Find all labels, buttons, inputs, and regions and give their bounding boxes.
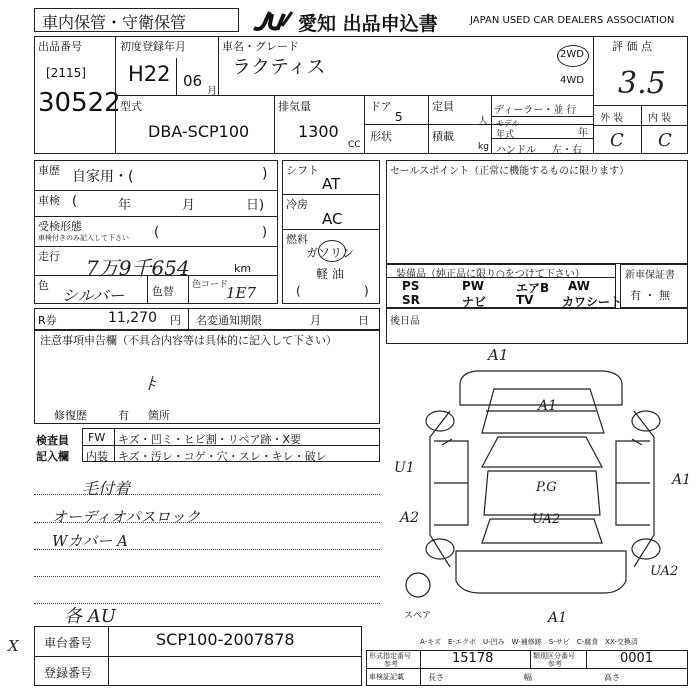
receipt-close: ) [262, 225, 268, 240]
score-ext-label: 外 装 [600, 113, 624, 124]
name-change-label: 名変通知期限 [196, 314, 262, 327]
new-warranty-value: 有 ・ 無 [630, 289, 670, 302]
dims-height: 高さ [604, 673, 620, 682]
dims-label: 車検証記載 [369, 673, 404, 681]
recycle-label: R券 [38, 314, 57, 327]
fuel-other-open: ( [296, 284, 301, 298]
car-name-label: 車名・グレード [222, 40, 299, 53]
color-change-label: 色替 [152, 285, 174, 298]
load-unit: kg [478, 142, 489, 152]
handle-value: 左・右 [552, 145, 582, 156]
inspector-fw-label: FW [88, 431, 106, 444]
shape-label: 形状 [370, 130, 392, 143]
year-unit: 年 [578, 128, 588, 139]
type-spec-label: 形式指定番号 [369, 652, 411, 660]
mark-right-front: A1 [672, 472, 692, 488]
inspector-label-2: 記入欄 [36, 450, 69, 463]
later-items-box [386, 308, 688, 344]
pen-scribble [146, 372, 160, 392]
equipment-item: カワシート [562, 295, 623, 309]
damage-legend: A-キズ E-エクボ U-凹み W-補修跡 S-サビ C-腐食 XX-交換済 [420, 638, 638, 646]
sales-points-label: セールスポイント（正常に機能するものに限ります） [390, 166, 630, 177]
repair-value: 有 [118, 409, 129, 422]
mark-left-front: U1 [394, 460, 415, 476]
model-year-label: モデル [496, 119, 520, 128]
car-name-value: ラクティス [232, 56, 326, 78]
inspection-open: ( [72, 194, 78, 209]
equipment-item: ナビ [462, 295, 487, 309]
mark-roof: P.G [536, 480, 557, 495]
history-value: 自家用・( [72, 169, 134, 185]
type-spec-sub: 参考 [384, 660, 398, 668]
equipment-item: PW [462, 279, 485, 293]
equipment-item: PS [402, 279, 420, 293]
mileage-value: 7万9千654 [86, 256, 190, 280]
mark-top: A1 [488, 346, 509, 364]
displacement-label: 排気量 [278, 100, 311, 113]
inspection-day: 日) [246, 198, 265, 213]
inspection-year: 年 [118, 198, 132, 213]
note-line-1: 毛付着 [82, 479, 131, 498]
association-name: JAPAN USED CAR DEALERS ASSOCIATION [470, 15, 675, 26]
registration-month: 06 [183, 72, 203, 90]
color-label: 色 [38, 279, 49, 292]
ju-logo [252, 10, 296, 32]
score-ext-value: C [610, 130, 624, 151]
equipment-item: SR [402, 293, 420, 307]
mark-left-rear: A2 [400, 510, 420, 526]
receipt-note: 車検付きのみ記入して下さい [38, 234, 129, 242]
mileage-unit: km [234, 262, 252, 275]
receipt-label: 受検形態 [38, 220, 82, 233]
doors-value: 5 [395, 110, 403, 124]
dealer-parallel: ディーラー・並 行 [494, 105, 577, 116]
later-items-label: 後日品 [390, 316, 420, 327]
model-label: 型式 [120, 100, 142, 113]
lot-bracket: [2115] [46, 66, 86, 80]
mark-hood: A1 [538, 398, 558, 414]
shift-value: AT [322, 175, 341, 193]
mark-rear-door: UA2 [532, 512, 561, 527]
new-warranty-label: 新車保証書 [625, 270, 675, 281]
model-year-label2: 年式 [496, 130, 515, 140]
note-line-3: Wカバー A [52, 532, 129, 550]
handle-label: ハンドル [496, 145, 536, 156]
receipt-open: ( [154, 225, 160, 240]
capacity-label: 定員 [432, 100, 454, 113]
history-label: 車歴 [38, 164, 60, 177]
color-code-value: 1E7 [226, 284, 257, 302]
score-int-value: C [658, 130, 672, 151]
aircon-label: 冷房 [286, 198, 308, 211]
inspection-month: 月 [182, 198, 196, 213]
fuel-label: 燃料 [286, 233, 308, 246]
score-int-label: 内 装 [648, 113, 672, 124]
lot-label: 出品番号 [38, 40, 82, 53]
registration-year: H22 [128, 62, 171, 86]
inspector-int-label: 内装 [86, 450, 108, 463]
registration-label: 初度登録年月 [120, 40, 186, 53]
drive-4wd: 4WD [560, 75, 584, 86]
capacity-unit: 人 [478, 116, 488, 127]
doors-label: ドア [370, 100, 392, 113]
class-label: 類別区分番号 [533, 652, 575, 660]
fuel-diesel: 軽 油 [316, 267, 344, 281]
name-change-day: 日 [358, 314, 369, 327]
equipment-item: AW [568, 279, 590, 293]
inspector-label-1: 検査員 [36, 434, 69, 447]
color-value: シルバー [62, 286, 125, 305]
equipment-item: エアB [516, 281, 550, 295]
score-value: 3.5 [618, 66, 666, 101]
history-close: ) [262, 166, 268, 182]
fuel-other-close: ) [364, 284, 369, 298]
displacement-unit: CC [348, 140, 361, 150]
notes-label: 注意事項申告欄（不具合内容等は具体的に記入して下さい） [40, 334, 337, 347]
reg-number-label: 登録番号 [44, 666, 93, 680]
load-label: 積載 [432, 130, 454, 143]
displacement-value: 1300 [298, 122, 339, 141]
registration-month-unit: 月 [207, 86, 217, 97]
inspector-fw-items: キズ・凹ミ・ヒビ割・リペア跡・X要 [118, 433, 302, 446]
class-sub: 参考 [548, 660, 562, 668]
spare-label: スペア [404, 611, 432, 621]
stray-mark: X [8, 637, 19, 655]
recycle-unit: 円 [170, 314, 181, 327]
chassis-value: SCP100-2007878 [156, 630, 295, 649]
note-line-2: オーディオパスロック [52, 508, 201, 526]
form-title: 愛知 出品申込書 [298, 13, 438, 35]
dims-length: 長さ [428, 673, 444, 682]
type-spec-value: 15178 [452, 651, 494, 666]
mark-right-rear: UA2 [650, 564, 679, 579]
lot-number: 30522 [38, 88, 121, 118]
inspector-int-items: キズ・汚レ・コゲ・穴・スレ・キレ・破レ [118, 450, 327, 463]
score-label: 評 価 点 [612, 40, 652, 53]
model-value: DBA-SCP100 [148, 122, 250, 141]
shift-label: シフト [286, 164, 319, 177]
dims-width: 幅 [524, 673, 532, 682]
repair-label: 修復歴 [54, 409, 87, 422]
name-change-month: 月 [310, 314, 321, 327]
drive-2wd: 2WD [560, 49, 584, 60]
equipment-item: TV [516, 293, 534, 307]
class-value: 0001 [620, 651, 654, 666]
mark-bottom: A1 [548, 610, 568, 626]
mileage-label: 走行 [38, 250, 60, 263]
inspection-label: 車検 [38, 194, 60, 207]
note-line-4: 各 AU [64, 606, 116, 627]
storage-label: 車内保管・守衛保管 [42, 13, 187, 32]
equipment-label: 装備品（純正品に限り○をつけて下さい） [396, 269, 585, 280]
recycle-value: 11,270 [108, 310, 157, 326]
repair-location: 箇所 [148, 409, 170, 422]
aircon-value: AC [322, 210, 343, 228]
chassis-label: 車台番号 [44, 636, 93, 650]
fuel-gasoline: ガソリン [306, 246, 355, 260]
color-code-label: 色コード [192, 280, 229, 290]
